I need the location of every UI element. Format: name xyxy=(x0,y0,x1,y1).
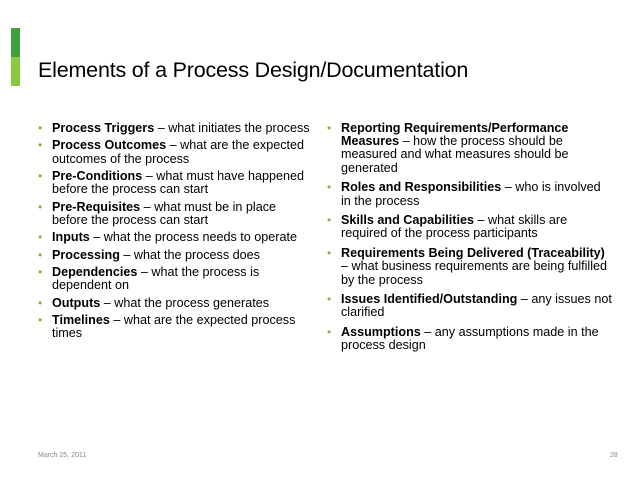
bullet-icon: • xyxy=(327,292,332,307)
item-description: – how the process should be measured and what measures should be generated xyxy=(341,134,569,175)
slide-title: Elements of a Process Design/Documentation xyxy=(38,58,469,82)
item-term: Issues Identified/Outstanding xyxy=(341,292,518,307)
bullet-icon: • xyxy=(38,247,43,262)
list-item xyxy=(327,214,612,240)
item-term: Dependencies xyxy=(52,264,138,279)
item-term: Processing xyxy=(52,247,120,262)
list-item xyxy=(38,122,310,135)
item-term: Timelines xyxy=(52,312,110,327)
bullet-icon: • xyxy=(38,138,43,153)
item-description: – what initiates the process xyxy=(154,121,310,135)
list-item xyxy=(38,139,310,165)
item-description: – what must be in place before the process can start xyxy=(52,199,276,227)
bullet-icon: • xyxy=(327,180,332,195)
item-term: Roles and Responsibilities xyxy=(341,180,502,195)
item-description: – what the process generates xyxy=(100,295,269,310)
item-description: – any assumptions made in the process design xyxy=(341,325,599,353)
bullet-icon: • xyxy=(38,264,43,279)
item-description: – what the process needs to operate xyxy=(89,230,298,245)
list-item xyxy=(38,231,310,244)
bullet-icon: • xyxy=(327,213,332,228)
item-term: Outputs xyxy=(52,295,101,310)
bullet-icon: • xyxy=(38,230,43,245)
list-item xyxy=(38,201,310,227)
item-term: Inputs xyxy=(52,230,90,245)
left-bullet-list xyxy=(38,122,310,345)
bullet-icon: • xyxy=(38,312,43,327)
item-term: Requirements Being Delivered (Traceability) xyxy=(341,246,605,261)
bullet-icon: • xyxy=(327,246,332,261)
item-description: – what business requirements are being fulfilled by the process xyxy=(341,259,608,287)
item-term: Process Outcomes xyxy=(52,138,167,153)
accent-bar-bottom xyxy=(11,57,20,86)
list-item xyxy=(38,170,310,196)
item-description: – what the process is dependent on xyxy=(52,264,260,293)
list-item xyxy=(327,181,612,207)
bullet-icon: • xyxy=(38,295,43,310)
item-term: Process Triggers xyxy=(52,121,155,135)
right-bullet-list xyxy=(327,122,612,359)
list-item xyxy=(327,293,612,319)
bullet-icon: • xyxy=(327,325,332,340)
list-item xyxy=(38,266,310,292)
item-term: Reporting Requirements/Performance Measures xyxy=(341,121,569,149)
accent-bar xyxy=(11,28,20,86)
list-item xyxy=(38,249,310,262)
bullet-icon: • xyxy=(38,199,43,214)
list-item xyxy=(38,314,310,340)
bullet-icon: • xyxy=(38,121,43,135)
item-term: Pre-Requisites xyxy=(52,199,141,214)
page-number: 28 xyxy=(610,452,618,459)
list-item xyxy=(38,297,310,310)
item-description: – what are the expected process times xyxy=(52,312,296,341)
bullet-icon: • xyxy=(38,168,43,183)
bullet-icon: • xyxy=(327,121,332,135)
list-item xyxy=(327,122,612,175)
item-term: Pre-Conditions xyxy=(52,168,143,183)
item-description: – what must have happened before the process can start xyxy=(52,168,304,197)
list-item xyxy=(327,247,612,287)
item-term: Assumptions xyxy=(341,325,421,340)
item-description: – any issues not clarified xyxy=(341,292,612,320)
item-description: – what are the expected outcomes of the process xyxy=(52,138,305,166)
item-description: – who is involved in the process xyxy=(341,180,601,208)
list-item xyxy=(327,326,612,352)
item-description: – what the process does xyxy=(119,247,260,262)
item-term: Skills and Capabilities xyxy=(341,213,474,228)
accent-bar-top xyxy=(11,28,20,57)
item-description: – what skills are required of the process participants xyxy=(341,213,568,241)
footer-date: March 25, 2011 xyxy=(38,452,87,459)
